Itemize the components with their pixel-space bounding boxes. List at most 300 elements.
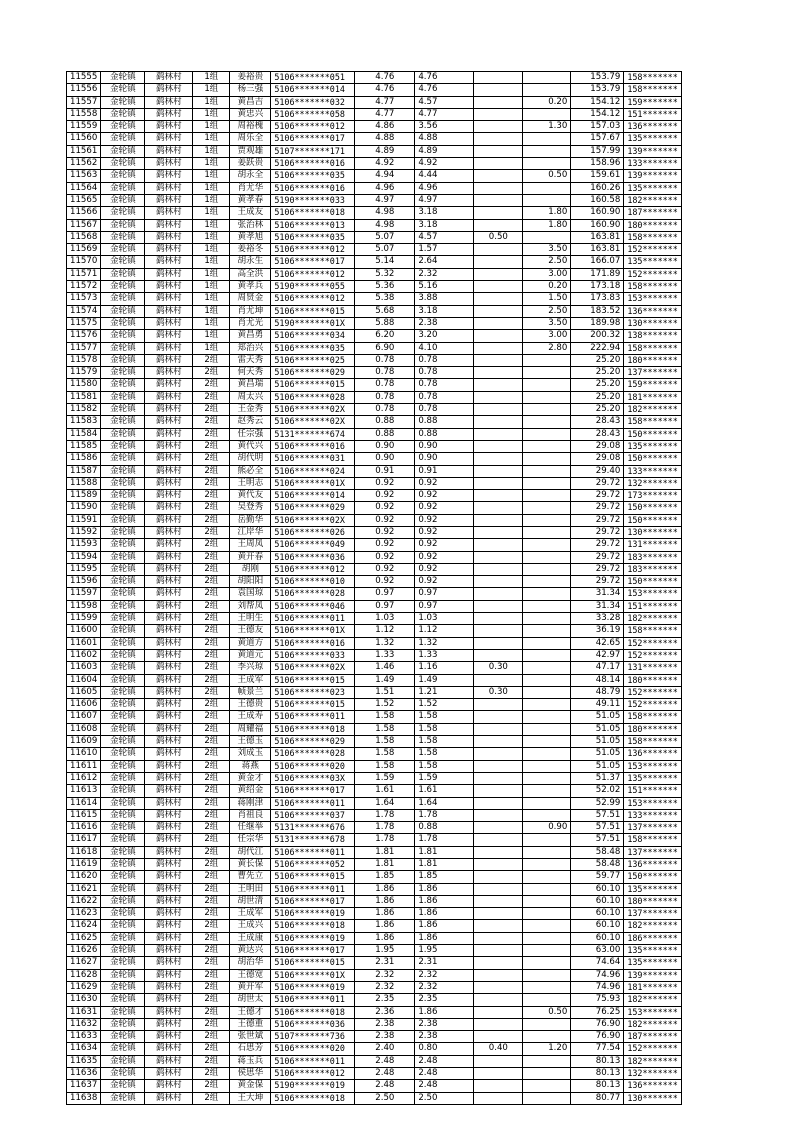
cell-id-number: 5106*******033: [271, 649, 355, 661]
cell-area-c: [523, 736, 571, 748]
cell-phone: 152*******: [624, 244, 681, 256]
cell-town: 金轮镇: [101, 613, 145, 625]
cell-phone: 153*******: [624, 760, 681, 772]
cell-village: 鹞林村: [145, 391, 193, 403]
cell-row-number: 11555: [67, 72, 101, 84]
cell-area-b: [474, 379, 523, 391]
cell-name: 王明志: [230, 477, 271, 489]
cell-id-number: 5106*******010: [271, 576, 355, 588]
cell-group: 2组: [193, 514, 230, 526]
cell-name: 胡代江: [230, 846, 271, 858]
cell-village: 鹞林村: [145, 342, 193, 354]
cell-row-number: 11616: [67, 822, 101, 834]
cell-name: 石思芳: [230, 1043, 271, 1055]
cell-group: 1组: [193, 207, 230, 219]
cell-amount: 51.05: [571, 760, 624, 772]
cell-area-c: [523, 981, 571, 993]
cell-name: 王成军: [230, 908, 271, 920]
table-row: [67, 219, 682, 231]
cell-group: 1组: [193, 342, 230, 354]
cell-total-area: 4.89: [355, 145, 415, 157]
cell-town: 金轮镇: [101, 834, 145, 846]
cell-area-b: [474, 490, 523, 502]
cell-area-a: 2.32: [415, 268, 474, 280]
cell-total-area: 1.49: [355, 674, 415, 686]
cell-phone: 135*******: [624, 957, 681, 969]
table-row: [67, 859, 682, 871]
cell-area-c: [523, 994, 571, 1006]
cell-area-c: [523, 453, 571, 465]
cell-area-a: 0.88: [415, 822, 474, 834]
table-row: [67, 1031, 682, 1043]
cell-area-b: [474, 600, 523, 612]
cell-phone: 183*******: [624, 563, 681, 575]
cell-total-area: 2.35: [355, 994, 415, 1006]
cell-group: 1组: [193, 317, 230, 329]
cell-amount: 171.89: [571, 268, 624, 280]
cell-group: 2组: [193, 416, 230, 428]
cell-row-number: 11614: [67, 797, 101, 809]
cell-phone: 130*******: [624, 526, 681, 538]
cell-area-a: 1.61: [415, 785, 474, 797]
cell-village: 鹞林村: [145, 1092, 193, 1104]
cell-group: 2组: [193, 428, 230, 440]
cell-row-number: 11570: [67, 256, 101, 268]
cell-area-b: [474, 256, 523, 268]
cell-area-a: 2.32: [415, 981, 474, 993]
cell-town: 金轮镇: [101, 440, 145, 452]
cell-row-number: 11602: [67, 649, 101, 661]
cell-group: 2组: [193, 871, 230, 883]
cell-amount: 29.72: [571, 514, 624, 526]
cell-amount: 29.72: [571, 502, 624, 514]
cell-phone: 152*******: [624, 268, 681, 280]
cell-id-number: 5106*******013: [271, 219, 355, 231]
cell-amount: 60.10: [571, 895, 624, 907]
cell-area-c: [523, 785, 571, 797]
cell-area-c: [523, 428, 571, 440]
cell-id-number: 5106*******029: [271, 367, 355, 379]
cell-total-area: 1.81: [355, 859, 415, 871]
cell-total-area: 4.98: [355, 219, 415, 231]
table-row: [67, 194, 682, 206]
table-row: [67, 563, 682, 575]
cell-village: 鹞林村: [145, 453, 193, 465]
cell-total-area: 1.58: [355, 736, 415, 748]
cell-row-number: 11572: [67, 281, 101, 293]
cell-phone: 158*******: [624, 72, 681, 84]
table-row: [67, 404, 682, 416]
cell-area-a: 0.90: [415, 440, 474, 452]
table-row: [67, 305, 682, 317]
table-row: [67, 133, 682, 145]
cell-name: 胡世清: [230, 895, 271, 907]
cell-town: 金轮镇: [101, 576, 145, 588]
cell-area-c: 3.00: [523, 330, 571, 342]
cell-area-c: [523, 1031, 571, 1043]
cell-group: 2组: [193, 1080, 230, 1092]
cell-name: 王明田: [230, 883, 271, 895]
cell-group: 1组: [193, 145, 230, 157]
cell-name: 王周凤: [230, 539, 271, 551]
cell-village: 鹞林村: [145, 736, 193, 748]
cell-village: 鹞林村: [145, 244, 193, 256]
cell-area-c: 1.30: [523, 121, 571, 133]
cell-group: 2组: [193, 981, 230, 993]
cell-area-a: 3.18: [415, 219, 474, 231]
cell-area-b: [474, 305, 523, 317]
cell-id-number: 5190*******01X: [271, 317, 355, 329]
cell-total-area: 5.32: [355, 268, 415, 280]
cell-name: 周裕槐: [230, 121, 271, 133]
cell-group: 2组: [193, 649, 230, 661]
cell-area-a: 1.58: [415, 736, 474, 748]
cell-amount: 28.43: [571, 428, 624, 440]
cell-village: 鹞林村: [145, 354, 193, 366]
cell-area-b: [474, 772, 523, 784]
cell-amount: 158.96: [571, 158, 624, 170]
cell-area-c: [523, 416, 571, 428]
cell-phone: 139*******: [624, 145, 681, 157]
cell-group: 2组: [193, 600, 230, 612]
cell-row-number: 11636: [67, 1068, 101, 1080]
cell-area-b: [474, 477, 523, 489]
cell-name: 吴登秀: [230, 502, 271, 514]
cell-area-a: 0.78: [415, 354, 474, 366]
cell-village: 鹞林村: [145, 600, 193, 612]
cell-area-b: [474, 219, 523, 231]
cell-area-b: [474, 957, 523, 969]
cell-area-c: [523, 194, 571, 206]
cell-total-area: 5.38: [355, 293, 415, 305]
cell-town: 金轮镇: [101, 293, 145, 305]
cell-town: 金轮镇: [101, 194, 145, 206]
cell-row-number: 11558: [67, 108, 101, 120]
cell-group: 2组: [193, 994, 230, 1006]
cell-amount: 36.19: [571, 625, 624, 637]
table-row: [67, 662, 682, 674]
cell-village: 鹞林村: [145, 84, 193, 96]
cell-town: 金轮镇: [101, 133, 145, 145]
cell-total-area: 0.92: [355, 502, 415, 514]
cell-row-number: 11613: [67, 785, 101, 797]
cell-town: 金轮镇: [101, 1043, 145, 1055]
cell-area-b: [474, 563, 523, 575]
cell-total-area: 0.78: [355, 379, 415, 391]
cell-village: 鹞林村: [145, 711, 193, 723]
cell-village: 鹞林村: [145, 158, 193, 170]
cell-group: 2组: [193, 379, 230, 391]
cell-row-number: 11630: [67, 994, 101, 1006]
table-row: [67, 391, 682, 403]
cell-group: 2组: [193, 576, 230, 588]
cell-id-number: 5106*******015: [271, 699, 355, 711]
cell-name: 岳勤华: [230, 514, 271, 526]
cell-village: 鹞林村: [145, 539, 193, 551]
table-row: [67, 699, 682, 711]
cell-area-b: [474, 244, 523, 256]
cell-phone: 152*******: [624, 1043, 681, 1055]
cell-village: 鹞林村: [145, 1055, 193, 1067]
cell-phone: 159*******: [624, 96, 681, 108]
cell-area-b: [474, 576, 523, 588]
cell-village: 鹞林村: [145, 908, 193, 920]
cell-area-a: 0.88: [415, 428, 474, 440]
cell-amount: 154.12: [571, 96, 624, 108]
cell-phone: 187*******: [624, 1031, 681, 1043]
cell-amount: 29.40: [571, 465, 624, 477]
cell-id-number: 5106*******011: [271, 711, 355, 723]
cell-total-area: 2.38: [355, 1031, 415, 1043]
cell-id-number: 5106*******052: [271, 859, 355, 871]
cell-row-number: 11600: [67, 625, 101, 637]
cell-area-b: 0.30: [474, 686, 523, 698]
cell-group: 2组: [193, 404, 230, 416]
cell-amount: 160.58: [571, 194, 624, 206]
cell-id-number: 5106*******012: [271, 244, 355, 256]
cell-row-number: 11587: [67, 465, 101, 477]
cell-name: 姜跃贵: [230, 158, 271, 170]
table-row: [67, 908, 682, 920]
cell-phone: 131*******: [624, 539, 681, 551]
cell-group: 2组: [193, 551, 230, 563]
cell-name: 王德贵: [230, 699, 271, 711]
cell-name: 胡代明: [230, 453, 271, 465]
cell-area-c: [523, 1055, 571, 1067]
cell-group: 2组: [193, 895, 230, 907]
cell-id-number: 5106*******026: [271, 526, 355, 538]
cell-area-a: 0.78: [415, 367, 474, 379]
cell-area-b: [474, 613, 523, 625]
cell-id-number: 5106*******01X: [271, 477, 355, 489]
cell-phone: 158*******: [624, 711, 681, 723]
cell-village: 鹞林村: [145, 785, 193, 797]
cell-total-area: 2.32: [355, 969, 415, 981]
cell-row-number: 11560: [67, 133, 101, 145]
cell-area-b: [474, 736, 523, 748]
table-row: [67, 686, 682, 698]
cell-village: 鹞林村: [145, 760, 193, 772]
cell-town: 金轮镇: [101, 957, 145, 969]
cell-group: 1组: [193, 305, 230, 317]
cell-total-area: 4.76: [355, 84, 415, 96]
cell-total-area: 1.86: [355, 932, 415, 944]
cell-amount: 222.94: [571, 342, 624, 354]
cell-area-c: [523, 809, 571, 821]
cell-row-number: 11619: [67, 859, 101, 871]
cell-name: 王德才: [230, 1006, 271, 1018]
cell-town: 金轮镇: [101, 207, 145, 219]
cell-id-number: 5106*******02X: [271, 404, 355, 416]
cell-amount: 28.43: [571, 416, 624, 428]
cell-area-c: [523, 404, 571, 416]
cell-area-b: [474, 1006, 523, 1018]
cell-town: 金轮镇: [101, 895, 145, 907]
cell-area-a: 2.48: [415, 1080, 474, 1092]
cell-name: 黄忠兴: [230, 108, 271, 120]
cell-area-b: [474, 920, 523, 932]
cell-area-a: 0.92: [415, 526, 474, 538]
table-row: [67, 244, 682, 256]
cell-id-number: 5106*******032: [271, 96, 355, 108]
cell-town: 金轮镇: [101, 736, 145, 748]
cell-group: 2组: [193, 920, 230, 932]
cell-area-b: [474, 158, 523, 170]
cell-village: 鹞林村: [145, 686, 193, 698]
cell-area-c: [523, 588, 571, 600]
cell-id-number: 5106*******011: [271, 994, 355, 1006]
cell-phone: 135*******: [624, 945, 681, 957]
cell-group: 2组: [193, 391, 230, 403]
cell-village: 鹞林村: [145, 72, 193, 84]
cell-total-area: 0.92: [355, 563, 415, 575]
table-row: [67, 748, 682, 760]
cell-phone: 180*******: [624, 354, 681, 366]
cell-group: 2组: [193, 1068, 230, 1080]
cell-area-b: [474, 969, 523, 981]
cell-phone: 133*******: [624, 809, 681, 821]
cell-amount: 25.20: [571, 367, 624, 379]
cell-amount: 60.10: [571, 883, 624, 895]
cell-amount: 157.99: [571, 145, 624, 157]
cell-amount: 51.05: [571, 711, 624, 723]
cell-town: 金轮镇: [101, 981, 145, 993]
cell-phone: 150*******: [624, 576, 681, 588]
cell-total-area: 5.68: [355, 305, 415, 317]
cell-village: 鹞林村: [145, 957, 193, 969]
cell-group: 2组: [193, 785, 230, 797]
cell-town: 金轮镇: [101, 305, 145, 317]
cell-area-c: [523, 539, 571, 551]
cell-id-number: 5106*******028: [271, 748, 355, 760]
cell-village: 鹞林村: [145, 613, 193, 625]
cell-amount: 157.03: [571, 121, 624, 133]
cell-amount: 59.77: [571, 871, 624, 883]
cell-row-number: 11608: [67, 723, 101, 735]
cell-phone: 151*******: [624, 108, 681, 120]
cell-total-area: 2.40: [355, 1043, 415, 1055]
cell-phone: 173*******: [624, 490, 681, 502]
cell-amount: 29.72: [571, 576, 624, 588]
cell-phone: 153*******: [624, 293, 681, 305]
cell-area-c: [523, 379, 571, 391]
cell-total-area: 0.92: [355, 539, 415, 551]
table-row: [67, 121, 682, 133]
cell-area-b: [474, 539, 523, 551]
cell-area-c: [523, 440, 571, 452]
cell-area-c: [523, 957, 571, 969]
cell-area-a: 1.86: [415, 920, 474, 932]
table-row: [67, 600, 682, 612]
cell-name: 黄开春: [230, 551, 271, 563]
cell-row-number: 11590: [67, 502, 101, 514]
cell-phone: 158*******: [624, 625, 681, 637]
cell-area-a: 1.86: [415, 895, 474, 907]
cell-area-a: 2.64: [415, 256, 474, 268]
cell-row-number: 11574: [67, 305, 101, 317]
cell-village: 鹞林村: [145, 895, 193, 907]
cell-area-a: 2.38: [415, 1018, 474, 1030]
cell-row-number: 11585: [67, 440, 101, 452]
cell-village: 鹞林村: [145, 379, 193, 391]
cell-id-number: 5106*******015: [271, 957, 355, 969]
cell-total-area: 1.59: [355, 772, 415, 784]
cell-amount: 51.37: [571, 772, 624, 784]
cell-area-b: [474, 945, 523, 957]
cell-row-number: 11631: [67, 1006, 101, 1018]
cell-total-area: 1.46: [355, 662, 415, 674]
cell-area-a: 3.88: [415, 293, 474, 305]
table-row: [67, 490, 682, 502]
cell-phone: 180*******: [624, 723, 681, 735]
cell-row-number: 11618: [67, 846, 101, 858]
cell-area-a: 1.21: [415, 686, 474, 698]
cell-row-number: 11611: [67, 760, 101, 772]
cell-area-c: [523, 477, 571, 489]
cell-area-a: 1.32: [415, 637, 474, 649]
cell-group: 2组: [193, 711, 230, 723]
cell-id-number: 5106*******028: [271, 391, 355, 403]
cell-village: 鹞林村: [145, 428, 193, 440]
cell-village: 鹞林村: [145, 662, 193, 674]
cell-area-b: [474, 440, 523, 452]
cell-amount: 25.20: [571, 379, 624, 391]
cell-town: 金轮镇: [101, 711, 145, 723]
cell-row-number: 11622: [67, 895, 101, 907]
cell-area-a: 1.86: [415, 883, 474, 895]
cell-group: 2组: [193, 797, 230, 809]
cell-id-number: 5131*******674: [271, 428, 355, 440]
cell-village: 鹞林村: [145, 465, 193, 477]
cell-name: 蒋刚津: [230, 797, 271, 809]
table-row: [67, 1055, 682, 1067]
cell-name: 肖尤坤: [230, 305, 271, 317]
table-row: [67, 1068, 682, 1080]
cell-village: 鹞林村: [145, 920, 193, 932]
cell-total-area: 4.88: [355, 133, 415, 145]
cell-area-b: [474, 354, 523, 366]
cell-amount: 163.81: [571, 231, 624, 243]
cell-total-area: 0.97: [355, 588, 415, 600]
cell-name: 王德宽: [230, 969, 271, 981]
cell-area-c: 0.90: [523, 822, 571, 834]
cell-group: 2组: [193, 699, 230, 711]
cell-area-c: 1.80: [523, 219, 571, 231]
cell-area-b: [474, 182, 523, 194]
cell-village: 鹞林村: [145, 588, 193, 600]
cell-name: 蒋燕: [230, 760, 271, 772]
cell-area-a: 4.76: [415, 72, 474, 84]
cell-name: 黄孝春: [230, 194, 271, 206]
cell-area-b: [474, 932, 523, 944]
cell-town: 金轮镇: [101, 748, 145, 760]
cell-group: 1组: [193, 158, 230, 170]
cell-phone: 135*******: [624, 440, 681, 452]
cell-town: 金轮镇: [101, 686, 145, 698]
cell-town: 金轮镇: [101, 772, 145, 784]
cell-total-area: 4.76: [355, 72, 415, 84]
cell-phone: 152*******: [624, 637, 681, 649]
cell-name: 胡永生: [230, 256, 271, 268]
cell-name: 黄达兴: [230, 945, 271, 957]
table-row: [67, 760, 682, 772]
cell-total-area: 1.86: [355, 883, 415, 895]
cell-area-b: [474, 1018, 523, 1030]
cell-group: 1组: [193, 244, 230, 256]
cell-phone: 187*******: [624, 207, 681, 219]
table-row: [67, 1043, 682, 1055]
cell-name: 黄开军: [230, 981, 271, 993]
